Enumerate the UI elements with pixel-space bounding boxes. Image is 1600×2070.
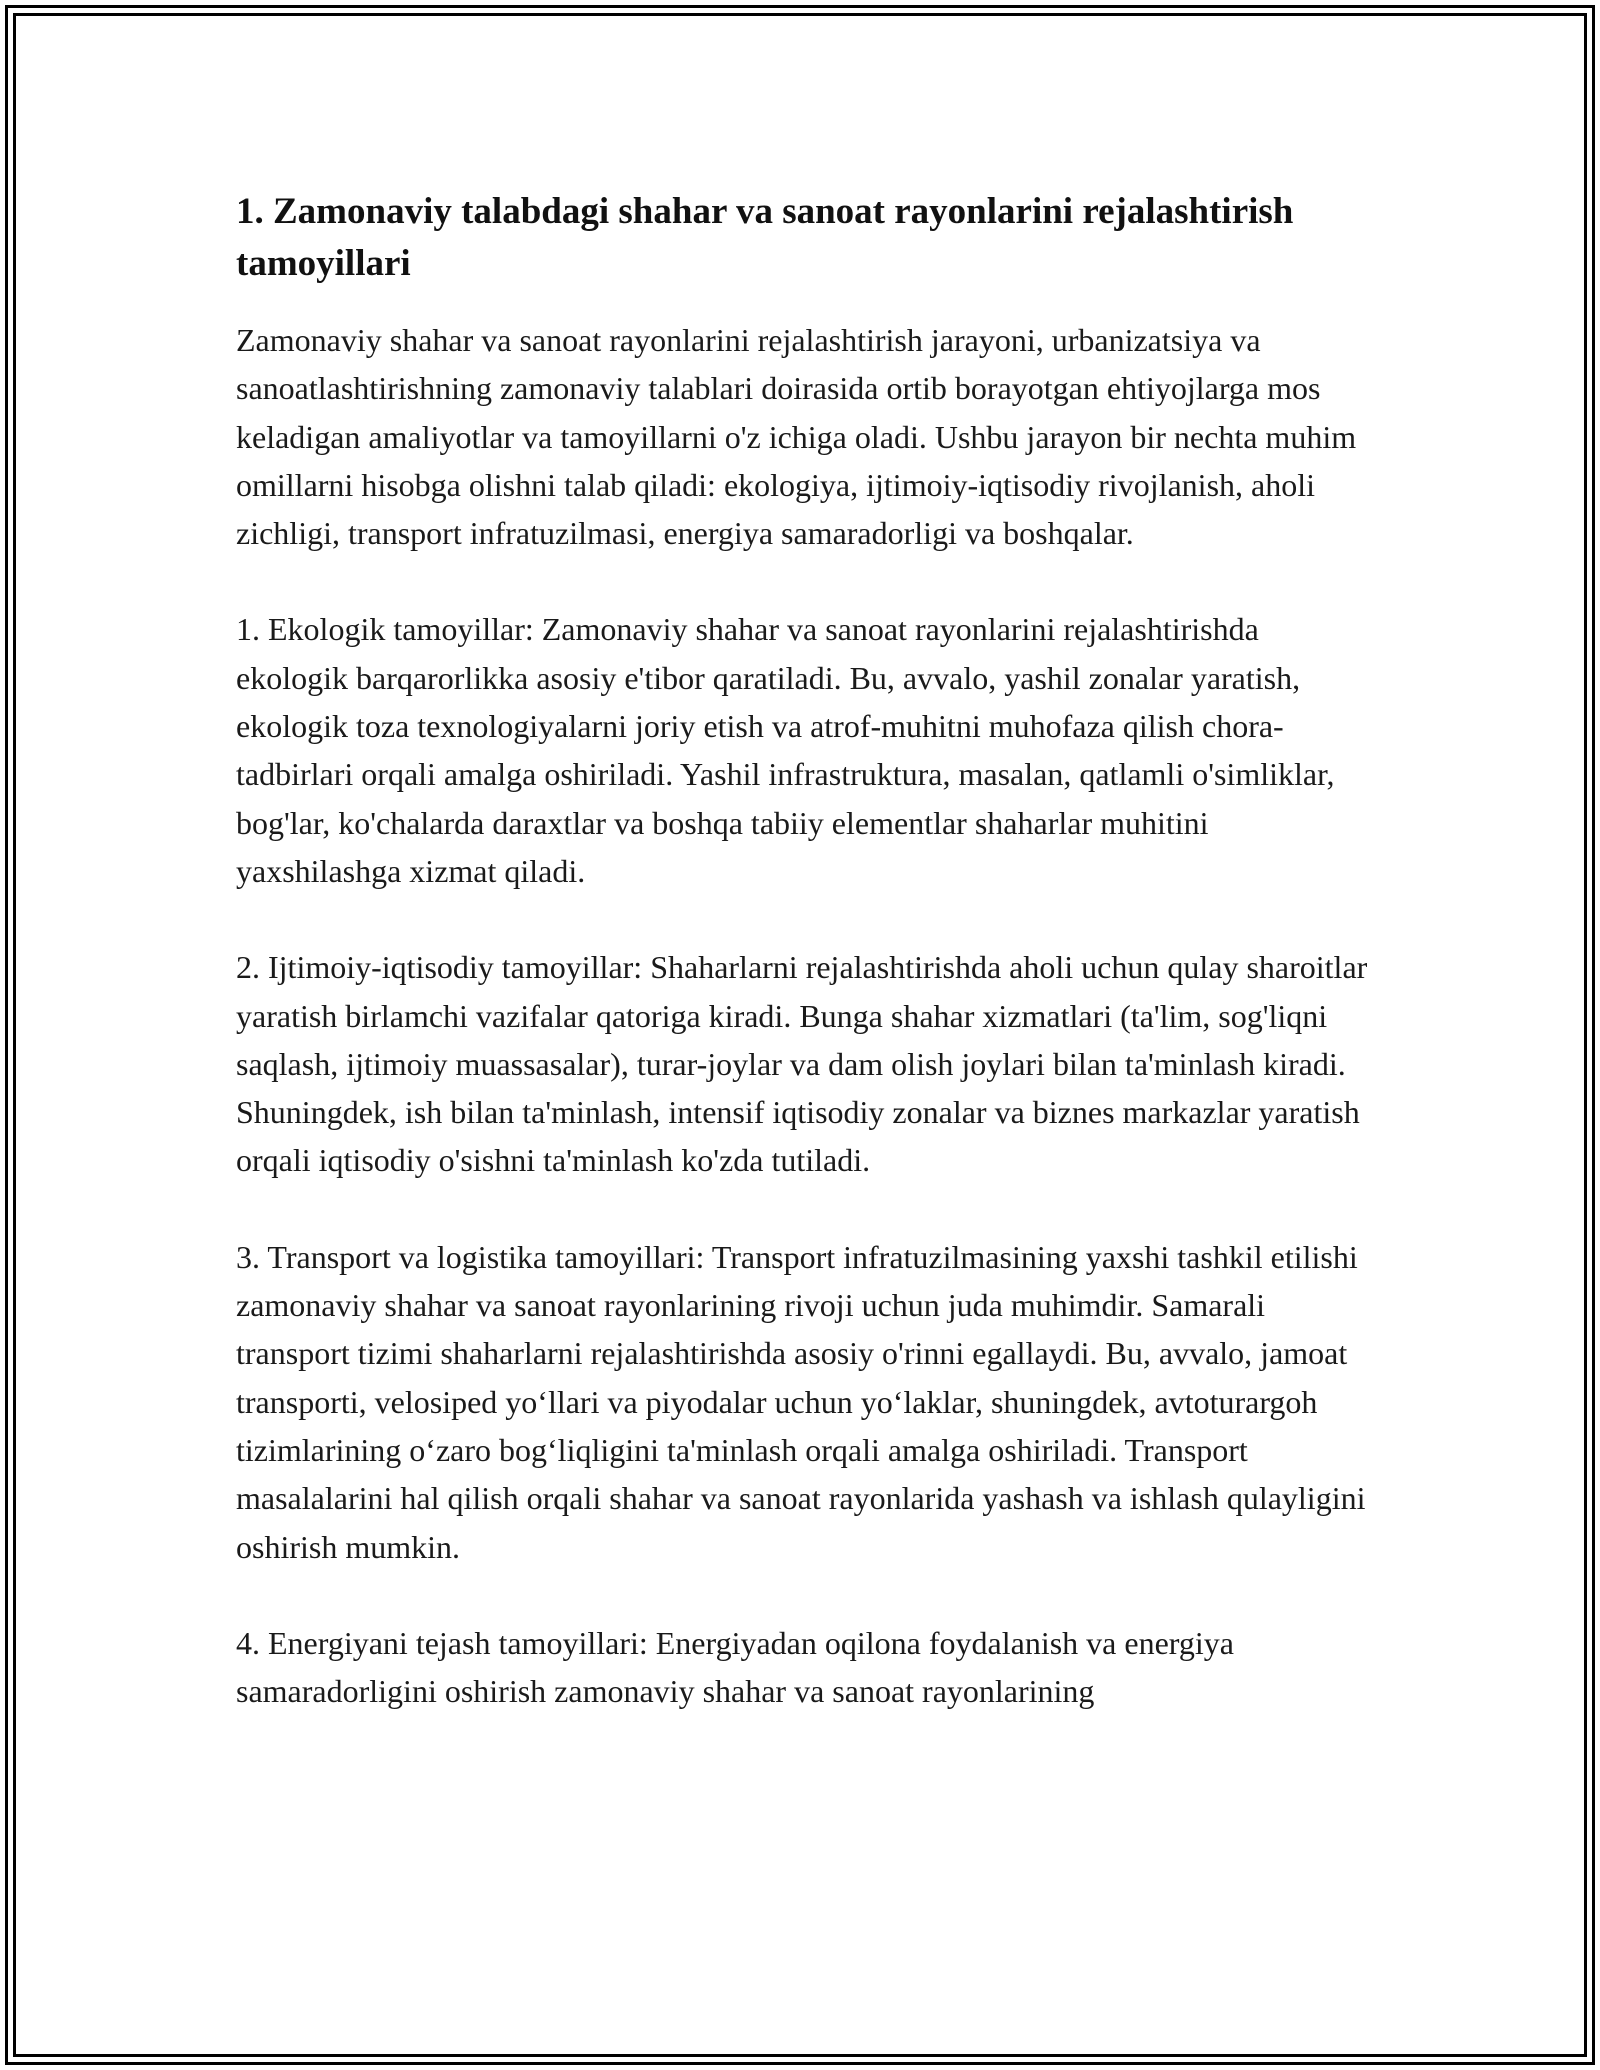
transport-logistics-principles-paragraph: 3. Transport va logistika tamoyillari: Transport infratuzilmasining yaxshi tashkil etilishi zamonaviy shahar va sanoat rayonlarining rivoji uchun juda muhimdir. Samarali transport tizimi shaharlarni rejalashtirishda asosiy o'rinni egallaydi. Bu, avvalo, jamoat transporti, velosiped yo‘llari va piyodalar uchun yo‘laklar, shuningdek, avtoturargoh tizimlarining o‘zaro bog‘liqligini ta'minlash orqali amalga oshiriladi. Transport masalalarini hal qilish orqali shahar va sanoat rayonlarida yashash va ishlash qulayligini oshirish mumkin. — [236, 1238, 1366, 1565]
socio-economic-principles-paragraph: 2. Ijtimoiy-iqtisodiy tamoyillar: Shaharlarni rejalashtirishda aholi uchun qulay sharoitlar yaratish birlamchi vazifalar qatoriga kiradi. Bunga shahar xizmatlari (ta'lim, sog'liqni saqlash, ijtimoiy muassasalar), turar-joylar va dam olish joylari bilan ta'minlash kiradi. Shuningdek, ish bilan ta'minlash, intensif iqtisodiy zonalar va biznes markazlar yaratish orqali iqtisodiy o'sishni ta'minlash ko'zda tutiladi. — [236, 949, 1368, 1179]
ecological-principles-paragraph: 1. Ekologik tamoyillar: Zamonaviy shahar va sanoat rayonlarini rejalashtirishda ekologik barqarorlikka asosiy e'tibor qaratiladi. Bu, avvalo, yashil zonalar yaratish, ekologik toza texnologiyalarni joriy etish va atrof-muhitni muhofaza qilish chora-tadbirlari orqali amalga oshiriladi. Yashil infrastruktura, masalan, qatlamli o'simliklar, bog'lar, ko'chalarda daraxtlar va boshqa tabiiy elementlar shaharlar muhitini yaxshilashga xizmat qiladi. — [236, 611, 1335, 889]
document-body — [236, 186, 1376, 1763]
energy-saving-principles-paragraph: 4. Energiyani tejash tamoyillari: Energiyadan oqilona foydalanish va energiya samaradorligini oshirish zamonaviy shahar va sanoat rayonlarining — [236, 1624, 1234, 1710]
document-title: 1. Zamonaviy talabdagi shahar va sanoat rayonlarini rejalashtirish tamoyillari — [236, 191, 1294, 284]
intro-paragraph: Zamonaviy shahar va sanoat rayonlarini rejalashtirish jarayoni, urbanizatsiya va sanoatlashtirishning zamonaviy talablari doirasida ortib borayotgan ehtiyojlarga mos keladigan amaliyotlar va tamoyillarni o'z ichiga oladi. Ushbu jarayon bir nechta muhim omillarni hisobga olishni talab qiladi: ekologiya, ijtimoiy-iqtisodiy rivojlanish, aholi zichligi, transport infratuzilmasi, energiya samaradorligi va boshqalar. — [236, 322, 1357, 552]
